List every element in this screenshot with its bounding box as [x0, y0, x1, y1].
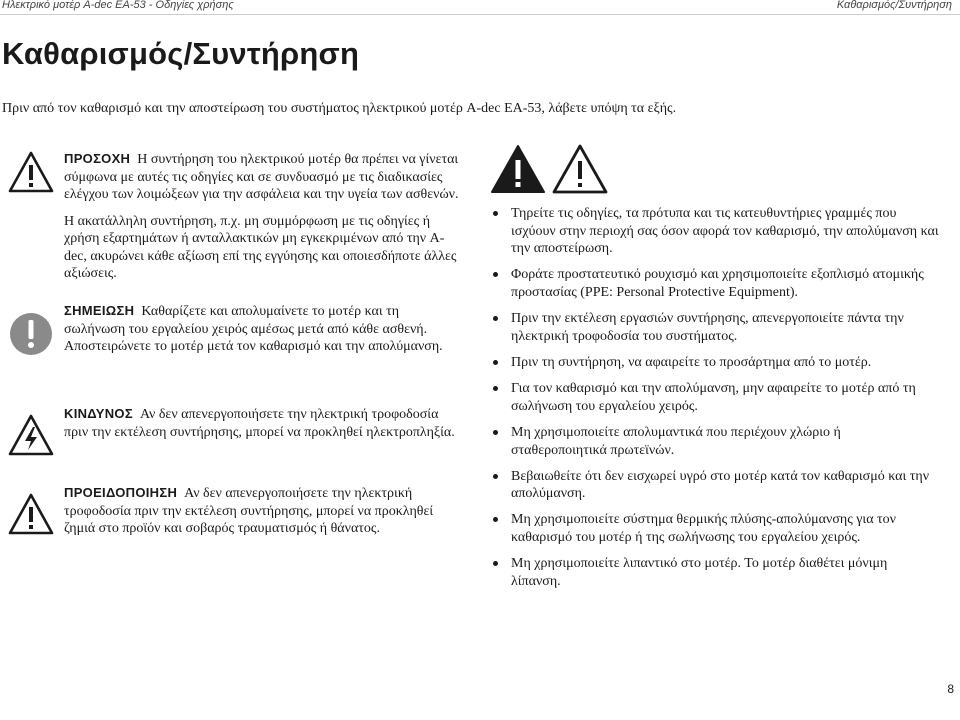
note-text — [64, 302, 462, 356]
warning-body: Αν δεν απενεργοποιήσετε την ηλεκτρική τροφοδοσία πριν την εκτέλεση συντήρησης, μπορεί να προκληθεί ζημιά στο προϊόν και σοβαρός τραυματισμός ή θάνατος. — [64, 486, 434, 536]
intro-paragraph: Πριν από τον καθαρισμό και την αποστείρωση του συστήματος ηλεκτρικού μοτέρ A-dec EA-53, λάβετε υπόψη τα εξής. — [2, 101, 677, 116]
danger-text — [64, 405, 462, 441]
caution-body-2: Η ακατάλληλη συντήρηση, π.χ. μη συμμόρφωση με τις οδηγίες ή χρήση εξαρτημάτων ή ανταλλακτικών μη εγκεκριμένων από την A-dec, ακυρώνει κάθε αξίωση επί της εγγύησης και οποιεσδήποτε άλλες αξιώσεις. — [64, 213, 457, 281]
caution-outline-triangle-icon — [552, 143, 608, 195]
list-item: Βεβαιωθείτε ότι δεν εισχωρεί υγρό στο μοτέρ κατά τον καθαρισμό και την απολύμανση. — [490, 468, 940, 503]
list-item: Μη χρησιμοποιείτε λιπαντικό στο μοτέρ. Το μοτέρ διαθέτει μόνιμη λίπανση. — [490, 555, 940, 590]
list-item: Πριν τη συντήρηση, να αφαιρείτε το προσάρτημα από το μοτέρ. — [490, 354, 940, 372]
list-item: Για τον καθαρισμό και την απολύμανση, μην αφαιρείτε το μοτέρ από τη σωλήνωση του εργαλείου χειρός. — [490, 380, 940, 415]
warning-filled-triangle-icon — [490, 143, 546, 195]
caution-label: ΠΡΟΣΟΧΗ — [64, 151, 131, 166]
danger-label: ΚΙΝΔΥΝΟΣ — [64, 406, 133, 421]
electric-shock-icon — [8, 413, 54, 462]
danger-body: Αν δεν απενεργοποιήσετε την ηλεκτρική τροφοδοσία πριν την εκτέλεση συντήρησης, μπορεί να προκληθεί ηλεκτροπληξία. — [64, 407, 455, 440]
caution-text — [64, 150, 462, 283]
page-number: 8 — [947, 682, 954, 696]
note-exclamation-icon — [9, 312, 53, 361]
warning-text — [64, 484, 462, 538]
precautions-list — [490, 205, 940, 599]
list-item: Τηρείτε τις οδηγίες, τα πρότυπα και τις κατευθυντήριες γραμμές που ισχύουν στην περιοχή σας όσον αφορά τον καθαρισμό, την απολύμανση και την αποστείρωση. — [490, 205, 940, 258]
list-item: Μη χρησιμοποιείτε απολυμαντικά που περιέχουν χλώριο ή σταθεροποιητικά πρωτεϊνών. — [490, 424, 940, 459]
note-label: ΣΗΜΕΙΩΣΗ — [64, 303, 135, 318]
note-body: Καθαρίζετε και απολυμαίνετε το μοτέρ και τη σωλήνωση του εργαλείου χειρός αμέσως μετά από κάθε ασθενή. Αποστειρώνετε το μοτέρ μετά τον καθαρισμό και την απολύμανση. — [64, 304, 443, 354]
warning-triangle-icon — [8, 492, 54, 541]
right-column-icons — [490, 143, 608, 200]
list-item: Φοράτε προστατευτικό ρουχισμό και χρησιμοποιείτε εξοπλισμό ατομικής προστασίας (PPE: Personal Protective Equipment). — [490, 266, 940, 301]
running-header-section-title: Καθαρισμός/Συντήρηση — [836, 0, 952, 11]
list-item: Πριν την εκτέλεση εργασιών συντήρησης, απενεργοποιείτε πάντα την ηλεκτρική τροφοδοσία του συστήματος. — [490, 310, 940, 345]
page-title: Καθαρισμός/Συντήρηση — [2, 36, 360, 71]
list-item: Μη χρησιμοποιείτε σύστημα θερμικής πλύσης-απολύμανσης για τον καθαρισμό του μοτέρ ή της σωλήνωσης του εργαλείου χειρός. — [490, 511, 940, 546]
caution-triangle-icon — [8, 150, 54, 199]
running-header — [0, 0, 960, 12]
warning-label: ΠΡΟΕΙΔΟΠΟΙΗΣΗ — [64, 485, 178, 500]
header-divider — [0, 14, 960, 15]
running-header-document-title: Ηλεκτρικό μοτέρ A-dec EA-53 - Οδηγίες χρήσης — [2, 0, 234, 11]
caution-body: Η συντήρηση του ηλεκτρικού μοτέρ θα πρέπει να γίνεται σύμφωνα με αυτές τις οδηγίες και σε συνδυασμό με τις διαδικασίες ελέγχου των λοιμώξεων για την ασφάλεια και την υγεία των ασθενών. — [64, 152, 459, 202]
